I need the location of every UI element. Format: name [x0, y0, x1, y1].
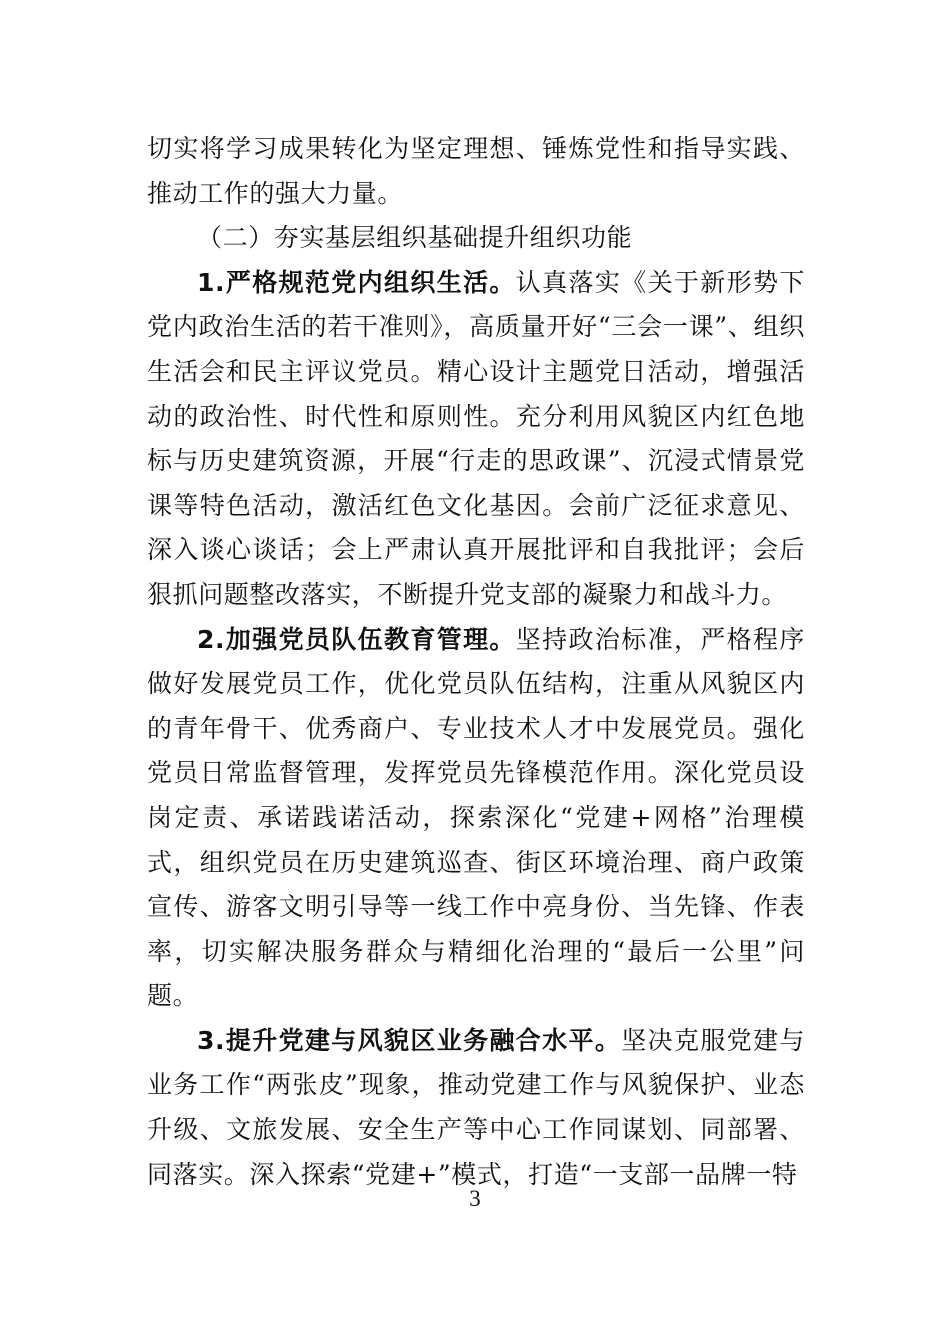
item-body-2: 坚持政治标准，严格程序做好发展党员工作，优化党员队伍结构，注重从风貌区内的青年骨干、优秀商户、专业技术人才中发展党员。强化党员日常监督管理，发挥党员先锋模范作用。深化党员设岗定责、承诺践诺活动，探索深化“党建+网格”治理模式，组织党员在历史建筑巡查、街区环境治理、商户政策宣传、游客文明引导等一线工作中亮身份、当先锋、作表率，切实解决服务群众与精细化治理的“最后一公里”问题。 [147, 624, 805, 1011]
item-body-1: 认真落实《关于新形势下党内政治生活的若干准则》，高质量开好“三会一课”、组织生活会和民主评议党员。精心设计主题党日活动，增强活动的政治性、时代性和原则性。充分利用风貌区内红色地标与历史建筑资源，开展“行走的思政课”、沉浸式情景党课等特色活动，激活红色文化基因。会前广泛征求意见、深入谈心谈话；会上严肃认真开展批评和自我批评；会后狠抓问题整改落实，不断提升党支部的凝聚力和战斗力。 [147, 267, 805, 609]
item-paragraph-1 [147, 261, 805, 618]
document-body [147, 127, 805, 1197]
item-body-3: 坚决克服党建与业务工作“两张皮”现象，推动党建工作与风貌保护、业态升级、文旅发展、安全生产等中心工作同谋划、同部署、同落实。深入探索“党建+”模式，打造“一支部一品牌一特 [147, 1025, 806, 1189]
page-number: 3 [469, 1186, 481, 1211]
section-heading: （二）夯实基层组织基础提升组织功能 [197, 223, 633, 253]
item-heading-3: 3.提升党建与风貌区业务融合水平。 [197, 1025, 622, 1055]
item-heading-2: 2.加强党员队伍教育管理。 [197, 624, 516, 654]
item-paragraph-2 [147, 618, 805, 1019]
item-paragraph-3 [147, 1019, 805, 1197]
continuation-paragraph: 切实将学习成果转化为坚定理想、锤炼党性和指导实践、推动工作的强大力量。 [147, 134, 805, 208]
item-heading-1: 1.严格规范党内组织生活。 [197, 267, 516, 297]
